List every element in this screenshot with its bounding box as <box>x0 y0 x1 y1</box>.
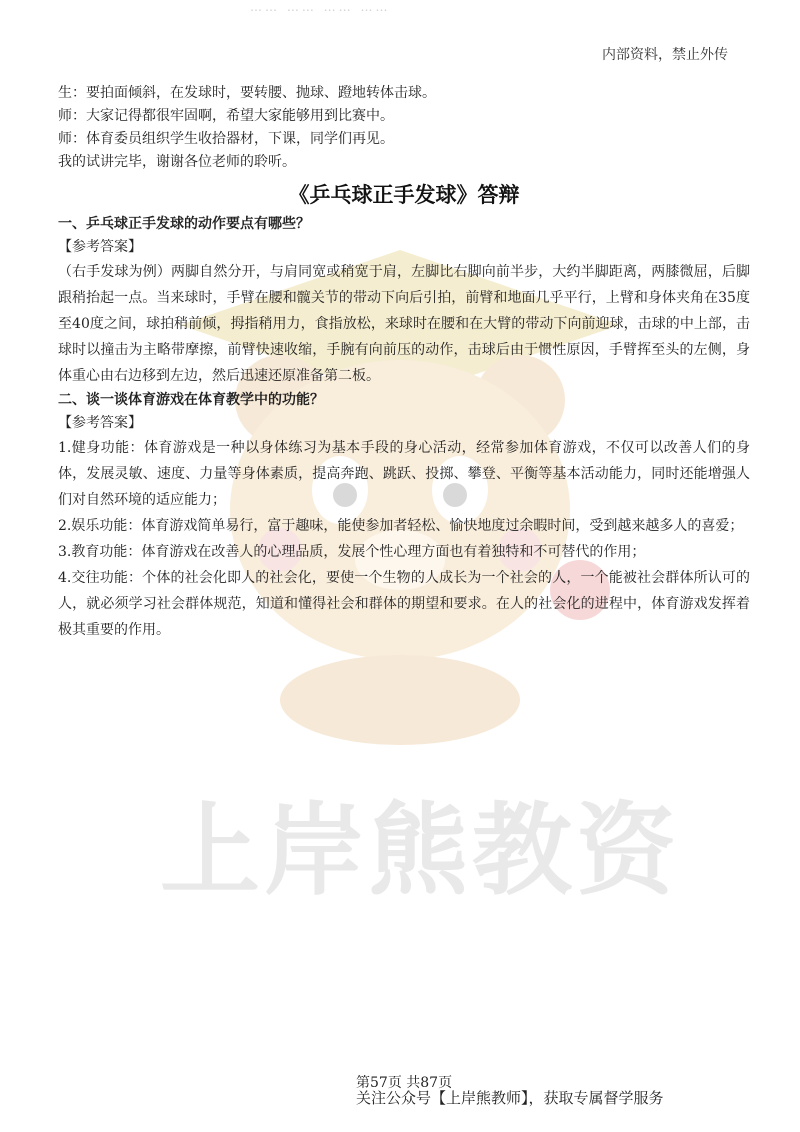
answer-list-item: 2.娱乐功能：体育游戏简单易行，富于趣味，能使参加者轻松、愉快地度过余暇时间，受到越来越多人的喜爱； <box>58 518 744 534</box>
dialog-line: 师：体育委员组织学生收拾器材，下课，同学们再见。 <box>58 131 394 147</box>
page-number: 第57页 共87页 <box>356 1075 453 1091</box>
watermark-brand-text: 上岸熊教资 <box>160 792 680 909</box>
answer-list-item: 3.教育功能：体育游戏在改善人的心理品质，发展个性心理方面也有着独特和不可替代的作用； <box>58 544 646 560</box>
confidential-notice: 内部资料，禁止外传 <box>602 47 728 63</box>
question-heading: 一、乒乓球正手发球的动作要点有哪些？ <box>58 216 310 232</box>
answer-list-item: 4.交往功能：个体的社会化即人的社会化，要使一个生物的人成长为一个社会的人，一个能被社会群体所认可的人，就必须学习社会群体规范，知道和懂得社会和群体的期望和要求。在人的社会化的进程中，体育游戏发挥着极其重要的作用。 <box>58 570 750 638</box>
faded-header-text: …… …… …… …… <box>250 0 391 14</box>
answer-paragraph: （右手发球为例）两脚自然分开，与肩同宽或稍宽于肩，左脚比右脚向前半步，大约半脚距离，两膝微屈，后脚跟稍抬起一点。当来球时，手臂在腰和髋关节的带动下向后引拍，前臂和地面几乎平行，上臂和身体夹角在35度至40度之间，球拍稍前倾，拇指稍用力，食指放松，来球时在腰和在大臂的带动下向前迎球，击球的中上部，击球时以撞击为主略带摩擦，前臂快速收缩，手腕有向前压的动作，击球后由于惯性原因，手臂挥至头的左侧，身体重心由右边移到左边，然后迅速还原准备第二板。 <box>58 264 750 384</box>
dialog-line: 师：大家记得都很牢固啊，希望大家能够用到比赛中。 <box>58 108 394 124</box>
document-body <box>58 82 750 643</box>
reference-answer-label: 【参考答案】 <box>58 415 142 431</box>
dialog-line: 生：要拍面倾斜，在发球时，要转腰、抛球、蹬地转体击球。 <box>58 85 436 101</box>
question-heading: 二、谈一谈体育游戏在体育教学中的功能？ <box>58 392 324 408</box>
answer-list-item: 1.健身功能：体育游戏是一种以身体练习为基本手段的身心活动，经常参加体育游戏，不仅可以改善人们的身体，发展灵敏、速度、力量等身体素质，提高奔跑、跳跃、投掷、攀登、平衡等基本活动能力，同时还能增强人们对自然环境的适应能力； <box>58 440 750 508</box>
document-title: 《乒乓球正手发球》答辩 <box>288 183 520 207</box>
dialog-line: 我的试讲完毕，谢谢各位老师的聆听。 <box>58 154 296 170</box>
footer-notice: 关注公众号【上岸熊教师】，获取专属督学服务 <box>356 1089 664 1107</box>
reference-answer-label: 【参考答案】 <box>58 239 142 255</box>
